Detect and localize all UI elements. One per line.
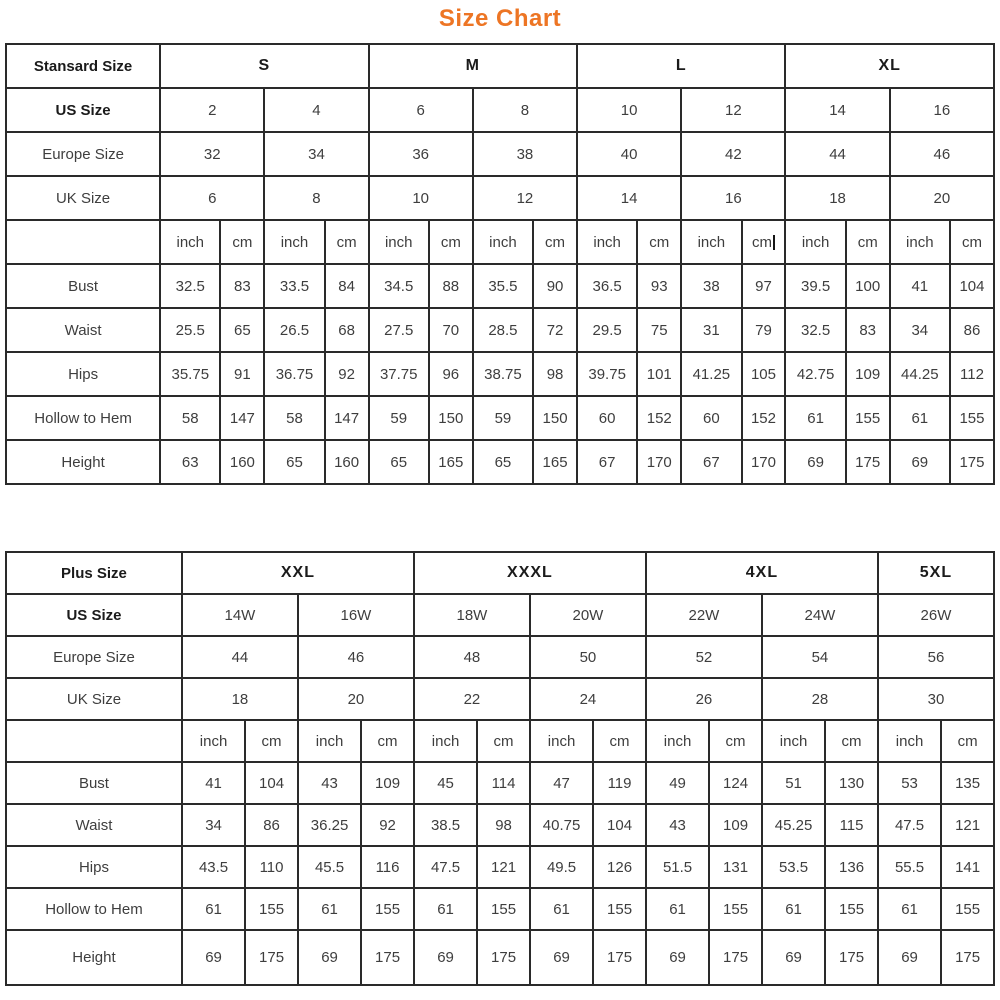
measure-value-cell: 25.5	[160, 308, 220, 352]
size-value-cell: 24W	[762, 594, 878, 636]
size-value-cell: 38	[473, 132, 577, 176]
measure-value-cell: 150	[533, 396, 577, 440]
unit-cell	[325, 220, 369, 264]
unit-cell	[637, 220, 681, 264]
measure-value-cell: 49	[646, 762, 709, 804]
row-label: UK Size	[6, 176, 160, 220]
size-value-cell: 54	[762, 636, 878, 678]
measure-value-cell: 67	[681, 440, 741, 484]
row-label: Hips	[6, 846, 182, 888]
unit-label: cm	[649, 233, 670, 251]
size-value-cell: 42	[681, 132, 785, 176]
measure-value-cell: 155	[245, 888, 298, 930]
measure-value-cell: 104	[950, 264, 994, 308]
page-title: Size Chart	[438, 5, 562, 32]
measure-value-cell: 155	[477, 888, 530, 930]
size-group-cell: S	[160, 44, 368, 88]
measure-value-cell: 130	[825, 762, 878, 804]
size-group-cell: XL	[785, 44, 994, 88]
unit-label: cm	[857, 233, 878, 251]
measure-value-cell: 58	[160, 396, 220, 440]
unit-cell	[762, 720, 825, 762]
size-value-cell: 16	[681, 176, 785, 220]
unit-label: inch	[697, 233, 726, 251]
unit-label: cm	[725, 732, 746, 750]
size-group-cell: XXXL	[414, 552, 646, 594]
unit-cell	[414, 720, 477, 762]
measure-value-cell: 147	[325, 396, 369, 440]
measure-value-cell: 34.5	[369, 264, 429, 308]
unit-label: cm	[609, 732, 630, 750]
measure-value-cell: 109	[846, 352, 890, 396]
unit-cell	[890, 220, 950, 264]
measure-value-cell: 131	[709, 846, 762, 888]
measure-value-cell: 38	[681, 264, 741, 308]
measure-value-cell: 39.5	[785, 264, 845, 308]
measure-value-cell: 42.75	[785, 352, 845, 396]
row-label: Height	[6, 440, 160, 484]
size-value-cell: 14	[785, 88, 889, 132]
measure-value-cell: 49.5	[530, 846, 593, 888]
unit-cell	[182, 720, 245, 762]
empty-corner-cell	[6, 220, 160, 264]
measure-value-cell: 69	[646, 930, 709, 985]
measure-value-cell: 51	[762, 762, 825, 804]
size-value-cell: 20	[890, 176, 994, 220]
row-label: Bust	[6, 264, 160, 308]
measure-value-cell: 116	[361, 846, 414, 888]
measure-value-cell: 69	[530, 930, 593, 985]
measure-value-cell: 38.75	[473, 352, 533, 396]
measure-value-cell: 175	[593, 930, 646, 985]
measure-value-cell: 41.25	[681, 352, 741, 396]
measure-value-cell: 39.75	[577, 352, 637, 396]
measure-value-cell: 61	[414, 888, 477, 930]
size-group-cell: XXL	[182, 552, 414, 594]
unit-cell	[950, 220, 994, 264]
measure-value-cell: 47.5	[414, 846, 477, 888]
measure-value-cell: 61	[762, 888, 825, 930]
measure-value-cell: 105	[742, 352, 786, 396]
measure-value-cell: 45	[414, 762, 477, 804]
unit-label: inch	[593, 233, 621, 251]
measure-value-cell: 43	[646, 804, 709, 846]
measure-value-cell: 68	[325, 308, 369, 352]
measure-value-cell: 36.25	[298, 804, 361, 846]
measure-value-cell: 27.5	[369, 308, 429, 352]
measure-value-cell: 38.5	[414, 804, 477, 846]
row-label: Waist	[6, 804, 182, 846]
measure-value-cell: 61	[878, 888, 941, 930]
size-value-cell: 10	[577, 88, 681, 132]
table-name-label: Plus Size	[6, 552, 182, 594]
measure-value-cell: 61	[785, 396, 845, 440]
measure-value-cell: 155	[593, 888, 646, 930]
plus-size-table	[5, 551, 995, 986]
measure-value-cell: 43	[298, 762, 361, 804]
measure-value-cell: 121	[941, 804, 994, 846]
unit-cell	[245, 720, 298, 762]
measure-value-cell: 63	[160, 440, 220, 484]
size-value-cell: 16	[890, 88, 994, 132]
unit-label: inch	[779, 732, 808, 750]
size-value-cell: 2	[160, 88, 264, 132]
measure-value-cell: 155	[846, 396, 890, 440]
size-value-cell: 14W	[182, 594, 298, 636]
measure-value-cell: 60	[577, 396, 637, 440]
measure-value-cell: 150	[429, 396, 473, 440]
measure-value-cell: 45.25	[762, 804, 825, 846]
size-group-cell: M	[369, 44, 577, 88]
measure-value-cell: 92	[325, 352, 369, 396]
unit-label: cm	[961, 233, 982, 251]
measure-value-cell: 47	[530, 762, 593, 804]
unit-label: cm	[841, 732, 862, 750]
measure-value-cell: 28.5	[473, 308, 533, 352]
size-group-cell: 4XL	[646, 552, 878, 594]
row-label: Waist	[6, 308, 160, 352]
measure-value-cell: 104	[593, 804, 646, 846]
measure-value-cell: 147	[220, 396, 264, 440]
size-value-cell: 4	[264, 88, 368, 132]
size-value-cell: 24	[530, 678, 646, 720]
measure-value-cell: 37.75	[369, 352, 429, 396]
size-value-cell: 18	[182, 678, 298, 720]
unit-cell	[825, 720, 878, 762]
unit-cell	[530, 720, 593, 762]
unit-label: inch	[801, 233, 830, 251]
unit-cell	[369, 220, 429, 264]
measure-value-cell: 98	[533, 352, 577, 396]
measure-value-cell: 47.5	[878, 804, 941, 846]
unit-cell	[878, 720, 941, 762]
size-value-cell: 8	[264, 176, 368, 220]
size-value-cell: 50	[530, 636, 646, 678]
standard-size-table	[5, 43, 995, 485]
unit-label: inch	[431, 732, 460, 750]
unit-cell	[264, 220, 324, 264]
size-value-cell: 22	[414, 678, 530, 720]
size-value-cell: 26	[646, 678, 762, 720]
measure-value-cell: 69	[878, 930, 941, 985]
unit-cell	[742, 220, 786, 264]
unit-label: cm	[957, 732, 978, 750]
measure-value-cell: 115	[825, 804, 878, 846]
size-value-cell: 12	[681, 88, 785, 132]
row-label: US Size	[6, 594, 182, 636]
size-value-cell: 6	[160, 176, 264, 220]
measure-value-cell: 69	[414, 930, 477, 985]
measure-value-cell: 93	[637, 264, 681, 308]
measure-value-cell: 61	[182, 888, 245, 930]
measure-value-cell: 155	[709, 888, 762, 930]
unit-label: inch	[663, 732, 692, 750]
measure-value-cell: 79	[742, 308, 786, 352]
measure-value-cell: 97	[742, 264, 786, 308]
measure-value-cell: 41	[890, 264, 950, 308]
measure-value-cell: 44.25	[890, 352, 950, 396]
measure-value-cell: 32.5	[160, 264, 220, 308]
measure-value-cell: 92	[361, 804, 414, 846]
measure-value-cell: 40.75	[530, 804, 593, 846]
table-name-label: Stansard Size	[6, 44, 160, 88]
measure-value-cell: 72	[533, 308, 577, 352]
measure-value-cell: 90	[533, 264, 577, 308]
empty-corner-cell	[6, 720, 182, 762]
unit-label: cm	[336, 233, 357, 251]
measure-value-cell: 83	[220, 264, 264, 308]
measure-value-cell: 75	[637, 308, 681, 352]
unit-label: cm	[751, 233, 772, 251]
unit-cell	[593, 720, 646, 762]
measure-value-cell: 165	[533, 440, 577, 484]
measure-value-cell: 126	[593, 846, 646, 888]
row-label: Europe Size	[6, 132, 160, 176]
measure-value-cell: 65	[220, 308, 264, 352]
measure-value-cell: 61	[298, 888, 361, 930]
size-value-cell: 8	[473, 88, 577, 132]
unit-cell	[646, 720, 709, 762]
measure-value-cell: 100	[846, 264, 890, 308]
measure-value-cell: 170	[742, 440, 786, 484]
size-value-cell: 12	[473, 176, 577, 220]
size-value-cell: 56	[878, 636, 994, 678]
row-label: Height	[6, 930, 182, 985]
unit-label: inch	[176, 233, 205, 251]
unit-cell	[577, 220, 637, 264]
measure-value-cell: 112	[950, 352, 994, 396]
measure-value-cell: 59	[369, 396, 429, 440]
measure-value-cell: 59	[473, 396, 533, 440]
size-value-cell: 48	[414, 636, 530, 678]
unit-label: inch	[384, 233, 413, 251]
unit-cell	[681, 220, 741, 264]
unit-label: inch	[280, 233, 309, 251]
measure-value-cell: 51.5	[646, 846, 709, 888]
measure-value-cell: 86	[950, 308, 994, 352]
measure-value-cell: 34	[182, 804, 245, 846]
size-value-cell: 22W	[646, 594, 762, 636]
measure-value-cell: 53	[878, 762, 941, 804]
measure-value-cell: 60	[681, 396, 741, 440]
unit-cell	[846, 220, 890, 264]
measure-value-cell: 69	[298, 930, 361, 985]
measure-value-cell: 114	[477, 762, 530, 804]
measure-value-cell: 69	[182, 930, 245, 985]
measure-value-cell: 61	[530, 888, 593, 930]
row-label: Europe Size	[6, 636, 182, 678]
measure-value-cell: 36.75	[264, 352, 324, 396]
measure-value-cell: 152	[637, 396, 681, 440]
measure-value-cell: 29.5	[577, 308, 637, 352]
unit-cell	[220, 220, 264, 264]
size-value-cell: 10	[369, 176, 473, 220]
row-label: Bust	[6, 762, 182, 804]
unit-cell	[709, 720, 762, 762]
measure-value-cell: 119	[593, 762, 646, 804]
measure-value-cell: 45.5	[298, 846, 361, 888]
unit-label: inch	[489, 233, 517, 251]
measure-value-cell: 67	[577, 440, 637, 484]
size-value-cell: 34	[264, 132, 368, 176]
unit-cell	[533, 220, 577, 264]
unit-label: inch	[895, 732, 924, 750]
size-value-cell: 18W	[414, 594, 530, 636]
measure-value-cell: 141	[941, 846, 994, 888]
size-value-cell: 46	[298, 636, 414, 678]
measure-value-cell: 175	[709, 930, 762, 985]
unit-label: inch	[199, 732, 228, 750]
unit-label: inch	[547, 732, 576, 750]
size-value-cell: 14	[577, 176, 681, 220]
measure-value-cell: 155	[941, 888, 994, 930]
measure-value-cell: 109	[361, 762, 414, 804]
measure-value-cell: 175	[245, 930, 298, 985]
measure-value-cell: 65	[473, 440, 533, 484]
size-group-cell: L	[577, 44, 785, 88]
size-value-cell: 20W	[530, 594, 646, 636]
measure-value-cell: 32.5	[785, 308, 845, 352]
measure-value-cell: 70	[429, 308, 473, 352]
measure-value-cell: 35.5	[473, 264, 533, 308]
measure-value-cell: 69	[762, 930, 825, 985]
measure-value-cell: 31	[681, 308, 741, 352]
row-label: UK Size	[6, 678, 182, 720]
text-cursor	[773, 235, 775, 250]
row-label: Hollow to Hem	[6, 888, 182, 930]
size-value-cell: 40	[577, 132, 681, 176]
measure-value-cell: 155	[825, 888, 878, 930]
measure-value-cell: 36.5	[577, 264, 637, 308]
unit-label: cm	[493, 732, 514, 750]
measure-value-cell: 61	[646, 888, 709, 930]
measure-value-cell: 88	[429, 264, 473, 308]
unit-cell	[473, 220, 533, 264]
size-value-cell: 44	[182, 636, 298, 678]
unit-cell	[429, 220, 473, 264]
measure-value-cell: 91	[220, 352, 264, 396]
measure-value-cell: 55.5	[878, 846, 941, 888]
unit-label: inch	[906, 233, 934, 251]
unit-cell	[941, 720, 994, 762]
measure-value-cell: 96	[429, 352, 473, 396]
measure-value-cell: 86	[245, 804, 298, 846]
measure-value-cell: 33.5	[264, 264, 324, 308]
measure-value-cell: 69	[785, 440, 845, 484]
measure-value-cell: 58	[264, 396, 324, 440]
measure-value-cell: 83	[846, 308, 890, 352]
measure-value-cell: 34	[890, 308, 950, 352]
measure-value-cell: 121	[477, 846, 530, 888]
size-value-cell: 28	[762, 678, 878, 720]
unit-label: inch	[315, 732, 344, 750]
measure-value-cell: 155	[361, 888, 414, 930]
unit-label: cm	[261, 732, 282, 750]
size-value-cell: 32	[160, 132, 264, 176]
size-value-cell: 36	[369, 132, 473, 176]
size-value-cell: 46	[890, 132, 994, 176]
measure-value-cell: 135	[941, 762, 994, 804]
size-value-cell: 52	[646, 636, 762, 678]
measure-value-cell: 175	[950, 440, 994, 484]
size-value-cell: 26W	[878, 594, 994, 636]
measure-value-cell: 110	[245, 846, 298, 888]
unit-cell	[160, 220, 220, 264]
measure-value-cell: 165	[429, 440, 473, 484]
measure-value-cell: 104	[245, 762, 298, 804]
unit-label: cm	[232, 233, 253, 251]
measure-value-cell: 84	[325, 264, 369, 308]
measure-value-cell: 53.5	[762, 846, 825, 888]
measure-value-cell: 160	[220, 440, 264, 484]
measure-value-cell: 26.5	[264, 308, 324, 352]
measure-value-cell: 41	[182, 762, 245, 804]
measure-value-cell: 61	[890, 396, 950, 440]
measure-value-cell: 175	[477, 930, 530, 985]
measure-value-cell: 43.5	[182, 846, 245, 888]
row-label: US Size	[6, 88, 160, 132]
size-value-cell: 6	[369, 88, 473, 132]
unit-cell	[298, 720, 361, 762]
size-value-cell: 44	[785, 132, 889, 176]
measure-value-cell: 160	[325, 440, 369, 484]
measure-value-cell: 35.75	[160, 352, 220, 396]
size-value-cell: 16W	[298, 594, 414, 636]
size-group-cell: 5XL	[878, 552, 994, 594]
measure-value-cell: 65	[264, 440, 324, 484]
measure-value-cell: 69	[890, 440, 950, 484]
measure-value-cell: 155	[950, 396, 994, 440]
measure-value-cell: 101	[637, 352, 681, 396]
measure-value-cell: 109	[709, 804, 762, 846]
measure-value-cell: 175	[846, 440, 890, 484]
row-label: Hollow to Hem	[6, 396, 160, 440]
size-value-cell: 30	[878, 678, 994, 720]
measure-value-cell: 152	[742, 396, 786, 440]
measure-value-cell: 175	[825, 930, 878, 985]
unit-cell	[477, 720, 530, 762]
unit-cell	[785, 220, 845, 264]
measure-value-cell: 65	[369, 440, 429, 484]
measure-value-cell: 124	[709, 762, 762, 804]
size-value-cell: 20	[298, 678, 414, 720]
row-label: Hips	[6, 352, 160, 396]
measure-value-cell: 175	[361, 930, 414, 985]
measure-value-cell: 170	[637, 440, 681, 484]
size-value-cell: 18	[785, 176, 889, 220]
measure-value-cell: 98	[477, 804, 530, 846]
measure-value-cell: 136	[825, 846, 878, 888]
unit-label: cm	[377, 732, 398, 750]
measure-value-cell: 175	[941, 930, 994, 985]
unit-cell	[361, 720, 414, 762]
unit-label: cm	[545, 233, 566, 251]
unit-label: cm	[440, 233, 461, 251]
